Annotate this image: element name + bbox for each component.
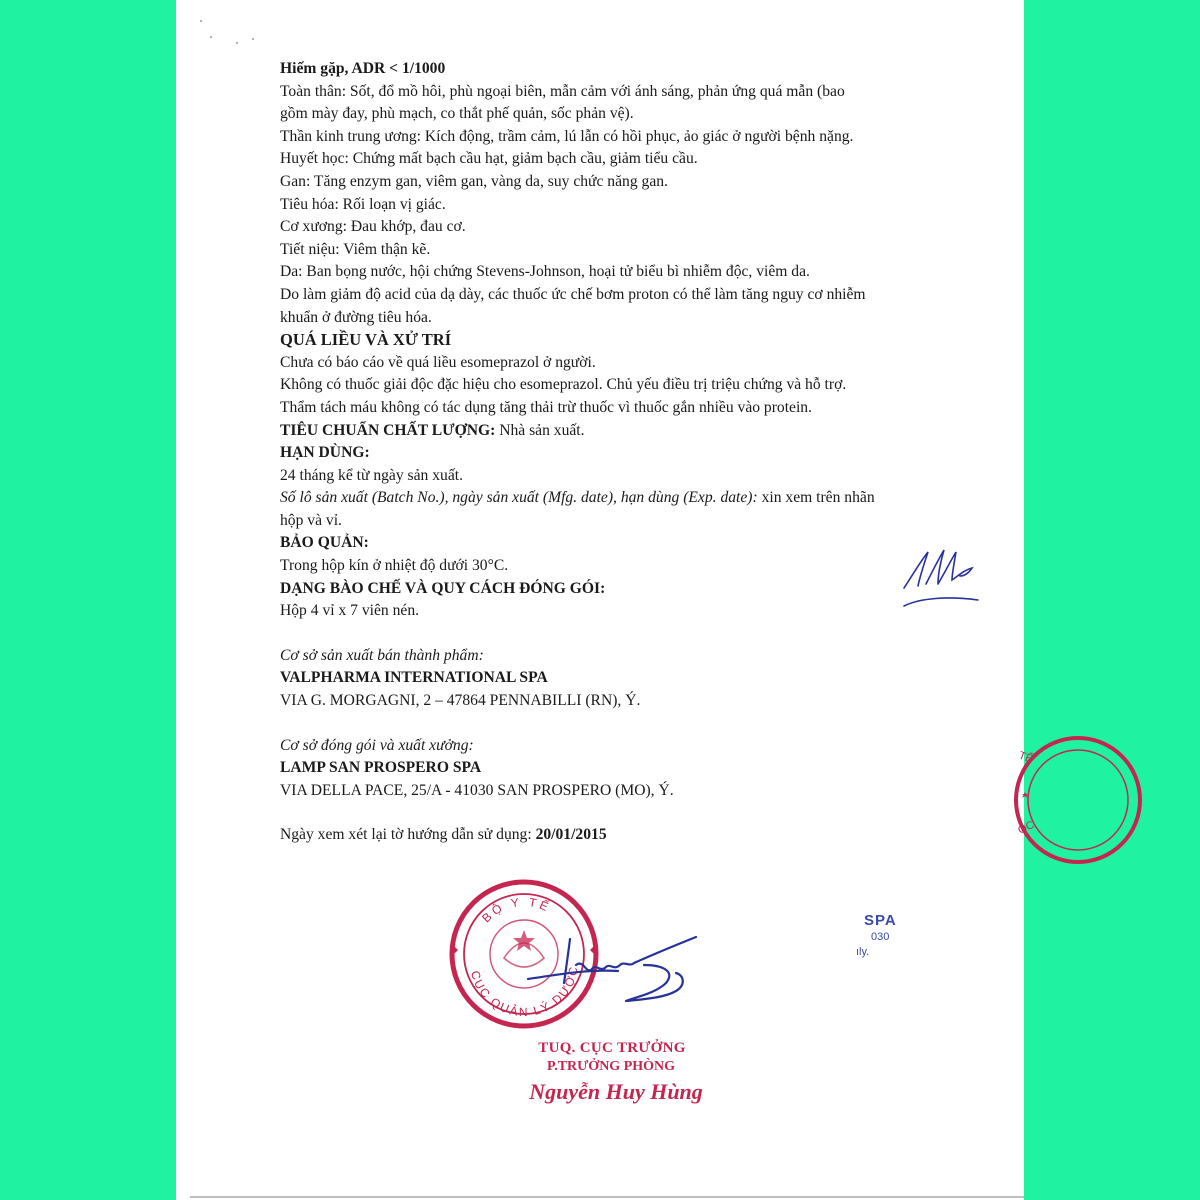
- rare-line: khuẩn ở đường tiêu hóa.: [280, 308, 432, 326]
- fragment-line-2: 030: [871, 931, 890, 943]
- review-date: 20/01/2015: [535, 826, 607, 844]
- form-heading: DẠNG BÀO CHẾ VÀ QUY CÁCH ĐÓNG GÓI:: [280, 579, 606, 597]
- document-page: [176, 0, 1037, 1200]
- rare-line: Da: Ban bọng nước, hội chứng Stevens-Johnson, hoại tử biểu bì nhiễm độc, viêm da.: [280, 263, 810, 281]
- stamp-bottom-text: CỤC QUẢN LÝ DƯỢC: [467, 964, 582, 1020]
- scan-specks: [200, 16, 250, 56]
- overdose-line: Chưa có báo cáo về quá liều esomeprazol ở người.: [280, 353, 596, 371]
- partial-stamp-top-text: TẾ: [1016, 749, 1035, 766]
- initials-signature-icon: [898, 540, 988, 615]
- quality-heading: TIÊU CHUẨN CHẤT LƯỢNG:: [280, 421, 496, 439]
- overdose-heading: QUÁ LIỀU VÀ XỬ TRÍ: [280, 330, 452, 350]
- partial-stamp-icon: [936, 730, 1037, 870]
- official-signature-block: [506, 1040, 726, 1105]
- packager-name: LAMP SAN PROSPERO SPA: [280, 759, 482, 777]
- manufacturer-address: VIA G. MORGAGNI, 2 – 47864 PENNABILLI (RN), Ý.: [280, 692, 641, 710]
- rare-line: Gan: Tăng enzym gan, viêm gan, vàng da, suy chức năng gan.: [280, 172, 668, 190]
- review-text: Ngày xem xét lại tờ hướng dẫn sử dụng:: [280, 826, 536, 844]
- document-body: [280, 58, 970, 847]
- overdose-line: Thẩm tách máu không có tác dụng tăng thải trừ thuốc vì thuốc gắn nhiều vào protein.: [280, 398, 812, 416]
- batch-line-2: hộp và vỉ.: [280, 511, 342, 529]
- packager-label: Cơ sở đóng gói và xuất xưởng:: [280, 736, 474, 754]
- batch-italic: Số lô sản xuất (Batch No.), ngày sản xuất (Mfg. date), hạn dùng (Exp. date):: [280, 489, 758, 507]
- partial-stamp-bottom-text: ỌC: [1016, 818, 1037, 837]
- rare-line: Tiêu hóa: Rối loạn vị giác.: [280, 195, 446, 213]
- manufacturer-name: VALPHARMA INTERNATIONAL SPA: [280, 669, 548, 687]
- rare-line: Tiết niệu: Viêm thận kẽ.: [280, 240, 431, 258]
- review-line: [280, 824, 970, 847]
- rare-line: Do làm giảm độ acid của dạ dày, các thuốc ức chế bơm proton có thể làm tăng nguy cơ nhiễm: [280, 285, 866, 303]
- storage-heading: BẢO QUẢN:: [280, 534, 369, 552]
- rare-line: Cơ xương: Đau khớp, đau cơ.: [280, 218, 466, 236]
- fragment-line-3: ıly.: [856, 946, 870, 958]
- rare-line: gồm mày đay, phù mạch, co thắt phế quản, sốc phản vệ).: [280, 105, 634, 123]
- official-title: TUQ. CỤC TRƯỞNG: [538, 1040, 686, 1056]
- rare-line: Toàn thân: Sốt, đổ mồ hôi, phù ngoại biên, mẫn cảm với ánh sáng, phản ứng quá mẫn (bao: [280, 82, 845, 100]
- manufacturer-label: Cơ sở sản xuất bán thành phẩm:: [280, 646, 484, 664]
- rare-line: Thần kinh trung ương: Kích động, trầm cảm, lú lẫn có hồi phục, ảo giác ở người bệnh nặng.: [280, 127, 854, 145]
- expiry-heading: HẠN DÙNG:: [280, 444, 370, 462]
- rare-line: Huyết học: Chứng mất bạch cầu hạt, giảm bạch cầu, giảm tiểu cầu.: [280, 150, 698, 168]
- expiry-text: 24 tháng kể từ ngày sản xuất.: [280, 466, 463, 484]
- page-bottom-edge: [190, 1196, 1024, 1198]
- batch-line: [280, 487, 970, 510]
- batch-rest: xin xem trên nhãn: [757, 489, 875, 507]
- rare-heading: Hiếm gặp, ADR < 1/1000: [280, 60, 446, 77]
- quality-line: [280, 420, 970, 443]
- packager-address: VIA DELLA PACE, 25/A - 41030 SAN PROSPERO (MO), Ý.: [280, 781, 674, 799]
- overdose-line: Không có thuốc giải độc đặc hiệu cho esomeprazol. Chủ yếu điều trị triệu chứng và hỗ trợ.: [280, 376, 847, 394]
- faded-company-stamp: [856, 912, 897, 958]
- fragment-line-1: SPA: [864, 912, 897, 929]
- storage-text: Trong hộp kín ở nhiệt độ dưới 30°C.: [280, 557, 509, 575]
- quality-text: Nhà sản xuất.: [495, 421, 585, 439]
- official-name: Nguyễn Huy Hùng: [529, 1079, 703, 1104]
- official-subtitle: P.TRƯỞNG PHÒNG: [546, 1059, 676, 1074]
- form-text: Hộp 4 vỉ x 7 viên nén.: [280, 602, 420, 620]
- official-signature-icon: [526, 935, 701, 1015]
- stamp-top-text: BỘ Y TẾ: [479, 894, 554, 926]
